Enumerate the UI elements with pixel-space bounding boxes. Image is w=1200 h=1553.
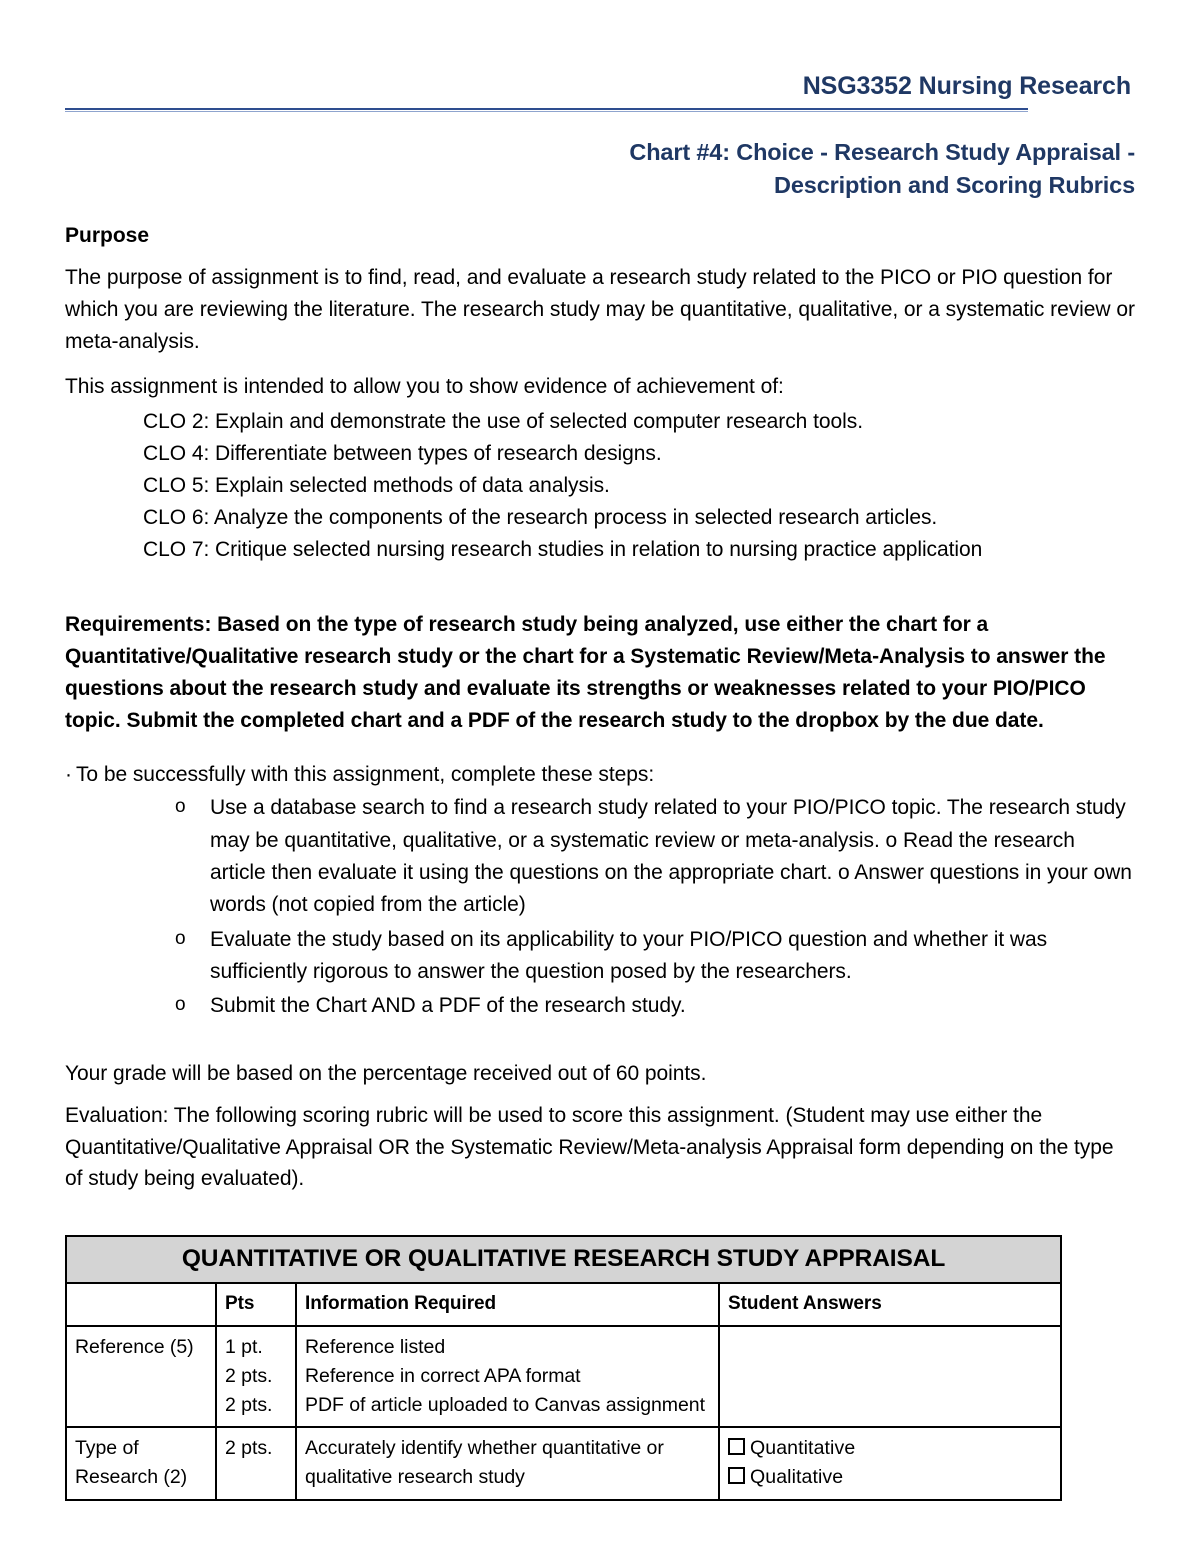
pts-line: 2 pts.: [225, 1364, 273, 1387]
pts-cell: [216, 1427, 296, 1499]
table-row: [66, 1326, 1061, 1427]
list-item: CLO 4: Differentiate between types of research designs.: [143, 441, 662, 465]
column-header-information-required: Information Required: [296, 1283, 719, 1326]
criterion-cell: [66, 1427, 216, 1499]
checkbox-label: Qualitative: [750, 1465, 844, 1488]
course-title: NSG3352 Nursing Research: [802, 72, 1131, 100]
rubric-title: QUANTITATIVE OR QUALITATIVE RESEARCH STUDY APPRAISAL: [66, 1236, 1061, 1283]
document-header: [65, 0, 1135, 112]
column-header-student-answers: Student Answers: [719, 1283, 1061, 1326]
column-header-pts: Pts: [216, 1283, 296, 1326]
rubric-table-container: [65, 1235, 1135, 1500]
purpose-paragraph: The purpose of assignment is to find, read, and evaluate a research study related to the PICO or PIO question for which you are reviewing the literature. The research study may be quantitative, qualitative, or a systematic review or meta-analysis.: [65, 266, 1135, 353]
pts-line: 1 pt.: [225, 1336, 263, 1359]
table-title-row: [66, 1236, 1061, 1283]
checkbox-option-quantitative[interactable]: [728, 1434, 1052, 1463]
column-header-criterion: [66, 1283, 216, 1326]
list-item-text: Evaluate the study based on its applicability to your PIO/PICO question and whether it was sufficiently rigorous to answer the question posed by the researchers.: [210, 927, 1048, 984]
purpose-heading: Purpose: [65, 223, 150, 247]
pts-line: 2 pts.: [225, 1393, 273, 1416]
requirements-paragraph: Requirements: Based on the type of research study being analyzed, use either the chart for a Quantitative/Qualitative research study or the chart for a Systematic Review/Meta-Analysis to answer the questions about the research study and evaluate its strengths or weaknesses related to your PIO/PICO topic. Submit the completed chart and a PDF of the research study to the dropbox by the due date.: [65, 613, 1106, 732]
steps-intro: [65, 759, 1135, 791]
information-required-cell: [296, 1326, 719, 1427]
criterion-line: Type of: [75, 1437, 139, 1460]
page-title: [65, 136, 1135, 203]
achievement-intro: This assignment is intended to allow you to show evidence of achievement of:: [65, 374, 784, 398]
info-line: PDF of article uploaded to Canvas assignment: [305, 1393, 705, 1416]
bullet-dot-icon: ·: [65, 762, 72, 786]
page-title-line-1: Chart #4: Choice - Research Study Appraisal -: [629, 139, 1135, 165]
spacer: [65, 737, 1135, 759]
spacer: [65, 566, 1135, 596]
page-title-line-2: Description and Scoring Rubrics: [774, 172, 1135, 199]
criterion-cell: Reference (5): [66, 1326, 216, 1427]
list-item: [65, 792, 1135, 921]
information-required-cell: [296, 1427, 719, 1499]
list-item: [65, 990, 1135, 1022]
checkbox-icon[interactable]: [728, 1438, 745, 1455]
list-item-text: Submit the Chart AND a PDF of the research study.: [210, 994, 686, 1018]
checkbox-option-qualitative[interactable]: [728, 1463, 1052, 1492]
header-divider-rule: [65, 108, 1028, 112]
list-item: CLO 2: Explain and demonstrate the use of selected computer research tools.: [143, 409, 863, 433]
list-item-text: Use a database search to find a research study related to your PIO/PICO topic. The research study may be quantitative, qualitative, or a systematic review or meta-analysis. o Read the research article then evaluate it using the questions on the appropriate chart. o Answer questions in your own words (not copied from the article): [210, 796, 1132, 917]
list-item: CLO 6: Analyze the components of the research process in selected research articles.: [143, 506, 938, 530]
info-line: qualitative research study: [305, 1465, 525, 1488]
circle-bullet-icon: o: [175, 994, 186, 1016]
table-row: [66, 1427, 1061, 1499]
checkbox-label: Quantitative: [750, 1437, 856, 1460]
info-line: Accurately identify whether quantitative or: [305, 1437, 664, 1460]
steps-intro-text: To be successfully with this assignment, complete these steps:: [75, 762, 655, 786]
list-item: [65, 924, 1135, 989]
info-line: Reference in correct APA format: [305, 1364, 581, 1387]
pts-line: 2 pts.: [225, 1437, 273, 1460]
grade-note: Your grade will be based on the percentage received out of 60 points.: [65, 1061, 707, 1085]
spacer: [65, 1023, 1135, 1045]
criterion-line: Research (2): [75, 1465, 188, 1488]
list-item: CLO 7: Critique selected nursing research studies in relation to nursing practice application: [143, 538, 983, 562]
info-line: Reference listed: [305, 1336, 446, 1359]
rubric-table: [65, 1235, 1062, 1500]
evaluation-paragraph: Evaluation: The following scoring rubric will be used to score this assignment. (Student may use either the Quantitative/Qualitative Appraisal OR the Systematic Review/Meta-analysis Appraisal form depending on the type of study being evaluated).: [65, 1103, 1114, 1191]
circle-bullet-icon: o: [175, 927, 186, 949]
circle-bullet-icon: o: [175, 796, 186, 818]
list-item: CLO 5: Explain selected methods of data analysis.: [143, 473, 610, 497]
clo-list: [65, 406, 1135, 567]
pts-cell: [216, 1326, 296, 1427]
checkbox-icon[interactable]: [728, 1467, 745, 1484]
table-header-row: [66, 1283, 1061, 1326]
student-answers-cell[interactable]: [719, 1326, 1061, 1427]
student-answers-cell: [719, 1427, 1061, 1499]
steps-list: [65, 792, 1135, 1022]
